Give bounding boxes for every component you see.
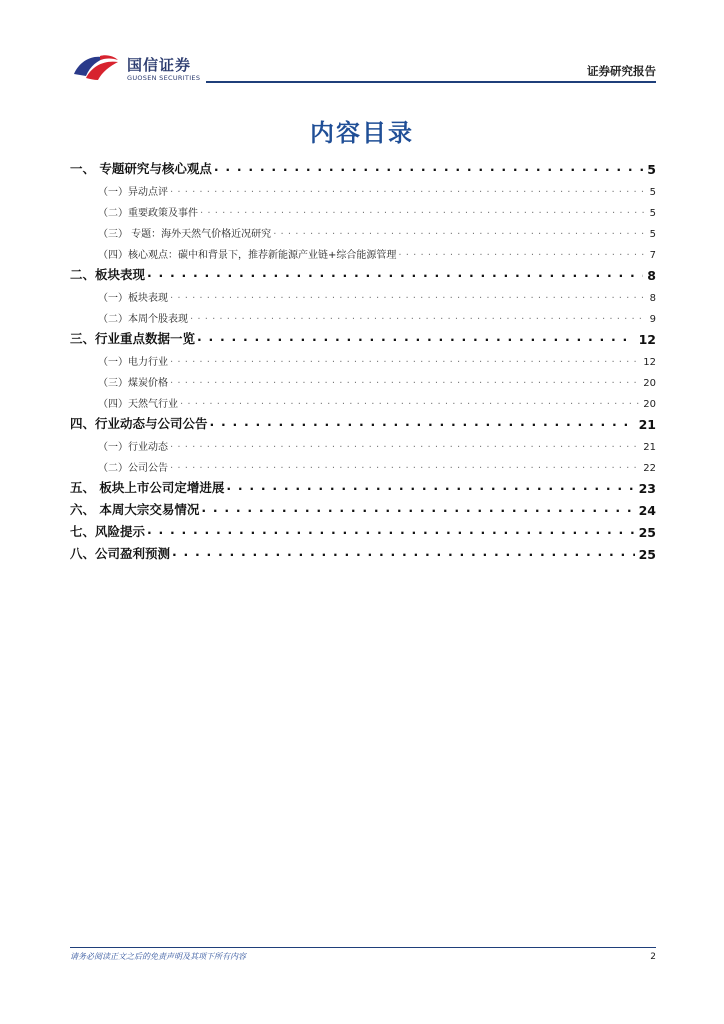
toc-section-entry[interactable] [70, 474, 656, 496]
toc-entry-label: （一）板块表现 [98, 293, 168, 304]
toc-section-entry[interactable] [70, 518, 656, 540]
toc-entry-label: （二）重要政策及事件 [98, 208, 198, 219]
toc-entry-page: 9 [649, 314, 656, 325]
footer-divider [70, 947, 656, 948]
toc-section-entry[interactable] [70, 261, 656, 283]
toc-dot-leader [200, 205, 646, 219]
logo-english-name: GUOSEN SECURITIES [127, 74, 201, 82]
toc-entry-page: 21 [638, 417, 656, 432]
toc-entry-page: 21 [643, 442, 656, 453]
toc-entry-page: 12 [643, 357, 656, 368]
page-number: 2 [650, 952, 656, 962]
toc-dot-leader [170, 184, 646, 198]
toc-dot-leader [201, 500, 634, 518]
toc-section-entry[interactable] [70, 540, 656, 562]
toc-subsection-entry[interactable] [70, 240, 656, 261]
toc-subsection-entry[interactable] [70, 304, 656, 325]
toc-subsection-entry[interactable] [70, 389, 656, 410]
header-divider [206, 81, 656, 83]
toc-dot-leader [197, 329, 635, 347]
page-header [70, 50, 656, 84]
toc-entry-label: （四）核心观点：碳中和背景下，推荐新能源产业链+综合能源管理 [98, 250, 397, 261]
toc-entry-page: 8 [649, 293, 656, 304]
toc-entry-label: 三、行业重点数据一览 [70, 331, 196, 346]
toc-section-entry[interactable] [70, 496, 656, 518]
toc-entry-label: 八、公司盈利预测 [70, 546, 171, 561]
toc-section-entry[interactable] [70, 410, 656, 432]
toc-entry-page: 24 [638, 503, 656, 518]
toc-entry-label: （四）天然气行业 [98, 399, 178, 410]
toc-entry-label: （一）电力行业 [98, 357, 168, 368]
toc-subsection-entry[interactable] [70, 219, 656, 240]
toc-dot-leader [214, 159, 643, 177]
table-of-contents [70, 155, 656, 562]
toc-entry-label: 七、风险提示 [70, 524, 146, 539]
toc-entry-page: 23 [638, 481, 656, 496]
toc-dot-leader [210, 414, 635, 432]
toc-dot-leader [170, 439, 639, 453]
toc-entry-page: 7 [649, 250, 656, 261]
toc-dot-leader [398, 247, 645, 261]
toc-entry-label: 六、 本周大宗交易情况 [70, 502, 200, 517]
toc-title: 内容目录 [310, 119, 414, 147]
toc-entry-page: 5 [649, 208, 656, 219]
toc-entry-page: 22 [643, 463, 656, 474]
toc-dot-leader [170, 460, 639, 474]
toc-entry-page: 20 [643, 399, 656, 410]
toc-dot-leader [180, 396, 639, 410]
toc-dot-leader [170, 375, 639, 389]
toc-entry-page: 5 [647, 162, 656, 177]
toc-dot-leader [226, 478, 634, 496]
toc-subsection-entry[interactable] [70, 283, 656, 304]
toc-dot-leader [190, 311, 646, 325]
toc-dot-leader [273, 226, 645, 240]
toc-section-entry[interactable] [70, 155, 656, 177]
toc-entry-page: 5 [649, 187, 656, 198]
guosen-logo-icon [72, 52, 122, 82]
toc-entry-page: 12 [638, 332, 656, 347]
toc-entry-label: 四、行业动态与公司公告 [70, 416, 208, 431]
toc-entry-label: （一）异动点评 [98, 187, 168, 198]
toc-entry-label: （二）本周个股表现 [98, 314, 188, 325]
toc-entry-page: 8 [647, 268, 656, 283]
toc-entry-page: 25 [638, 525, 656, 540]
logo-chinese-name: 国信证券 [127, 56, 192, 74]
toc-subsection-entry[interactable] [70, 453, 656, 474]
toc-subsection-entry[interactable] [70, 368, 656, 389]
toc-section-entry[interactable] [70, 325, 656, 347]
toc-entry-page: 20 [643, 378, 656, 389]
toc-subsection-entry[interactable] [70, 347, 656, 368]
report-type-label: 证券研究报告 [587, 64, 656, 78]
toc-entry-label: （三）煤炭价格 [98, 378, 168, 389]
toc-entry-label: （一）行业动态 [98, 442, 168, 453]
toc-dot-leader [147, 265, 643, 283]
guosen-logo [70, 50, 210, 84]
toc-dot-leader [172, 544, 635, 562]
toc-entry-page: 5 [649, 229, 656, 240]
toc-subsection-entry[interactable] [70, 177, 656, 198]
toc-dot-leader [170, 290, 646, 304]
toc-entry-label: （三） 专题：海外天然气价格近况研究 [98, 229, 272, 240]
toc-entry-label: 五、 板块上市公司定增进展 [70, 480, 225, 495]
toc-subsection-entry[interactable] [70, 432, 656, 453]
toc-entry-label: 一、 专题研究与核心观点 [70, 161, 212, 176]
toc-subsection-entry[interactable] [70, 198, 656, 219]
toc-entry-label: 二、板块表现 [70, 267, 146, 282]
footer-disclaimer[interactable]: 请务必阅读正文之后的免责声明及其项下所有内容 [70, 952, 246, 961]
toc-entry-page: 25 [638, 547, 656, 562]
toc-entry-label: （二）公司公告 [98, 463, 168, 474]
toc-dot-leader [170, 354, 639, 368]
toc-dot-leader [147, 522, 635, 540]
